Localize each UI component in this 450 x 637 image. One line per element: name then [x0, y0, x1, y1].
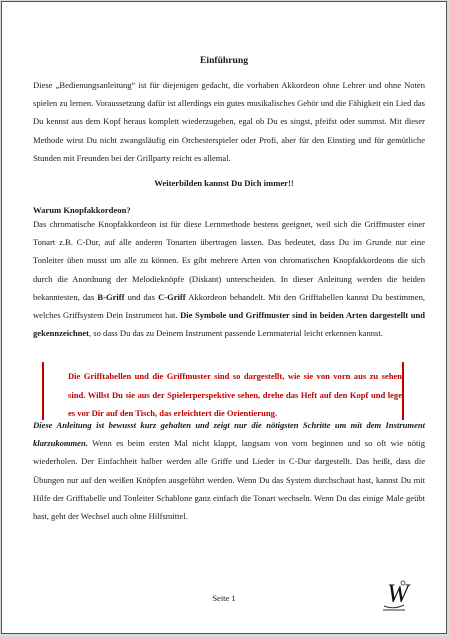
page-number: Seite 1 — [212, 593, 236, 603]
final-text: Wenn es beim ersten Mal nicht klappt, langsam von vorn beginnen und so oft wie nötig wiederholen. Der Einfachheit halber werden alle Griffe und Lieder in C-Dur dargestellt. Das heißt, dass die Übungen nur auf den weißen Knöpfen ausgeführt werden. Wenn Du das System durchschaut hast, kannst Du mit Hilfe der Grifftabelle und Tonleiter Schablone ganz einfach die Tonart wechseln. Wenn Du das einige Male geübt hast, geht der Wechsel auch ohne Hilfsmittel. — [33, 438, 425, 522]
section-text-3: , so dass Du das zu Deinem Instrument passende Lernmaterial leicht erkennen kannst. — [89, 328, 383, 339]
document-page — [1, 1, 447, 634]
publisher-logo-icon — [374, 574, 414, 614]
orientation-note-box — [42, 362, 404, 420]
subtitle: Weiterbilden kannst Du Dich immer!! — [154, 178, 294, 188]
logo-letter: W — [387, 579, 409, 608]
final-italic-sentence: Diese Anleitung ist bewusst kurz gehalten und zeigt nur die nötigsten Schritte um mit dem Instrument klarzukommen. — [33, 420, 425, 449]
intro-paragraph: Diese „Bedienungsanleitung“ ist für diejenigen gedacht, die vorhaben Akkordeon ohne Lehrer und ohne Noten spielen zu lernen. Voraussetzung dafür ist allerdings ein gutes musikalisches Gehör und die Fähigkeit ein Lied das Du kennst aus dem Kopf heraus komplett wiederzugeben, egal ob Du es singst, pfeifst oder summst. Mit dieser Methode wirst Du nicht zwangsläufig ein Orchesterspieler oder Profi, aber für den Einstieg und für gemütliche Stunden mit Freunden bei der Grillparty reicht es allemal. — [33, 80, 425, 163]
page-title: Einführung — [200, 55, 248, 66]
section-text-and: und das — [124, 291, 159, 302]
section-text-2: Akkordeon behandelt. Mit den Grifftabellen kannst Du bestimmen, welches Griffsystem Dein Instrument hat. — [33, 291, 426, 321]
section-paragraph — [33, 215, 425, 342]
section-text-1: Das chromatische Knopfakkordeon ist für diese Lernmethode bestens geeignet, weil sich die Griffmuster einer Tonart z.B. C-Dur, auf alle anderen Tonarten übertragen lassen. Das bedeutet, dass Du im Grunde nur eine Tonleiter üben musst um alle zu können. Es gibt mehrere Arten von chromatischen Knopfakkordeons die sich durch die Anordnung der Melodieknöpfe (Diskant) unterscheiden. In dieser Anleitung werden die beiden bekanntesten, das — [33, 219, 425, 302]
b-griff-label: B-Griff — [97, 291, 125, 302]
section-bold-sentence: Die Symbole und Griffmuster sind in beiden Arten dargestellt und gekennzeichnet — [33, 310, 426, 339]
section-heading: Warum Knopfakkordeon? — [33, 205, 131, 215]
final-paragraph — [33, 416, 425, 525]
c-griff-label: C-Griff — [158, 291, 186, 302]
orientation-note-text: Die Grifftabellen und die Griffmuster sind so dargestellt, wie sie von vorn aus zu sehen sind. Willst Du sie aus der Spielerperspektive sehen, drehe das Heft auf den Kopf und lege es vor Dir auf den Tisch, das erleichtert die Orientierung. — [68, 371, 402, 419]
